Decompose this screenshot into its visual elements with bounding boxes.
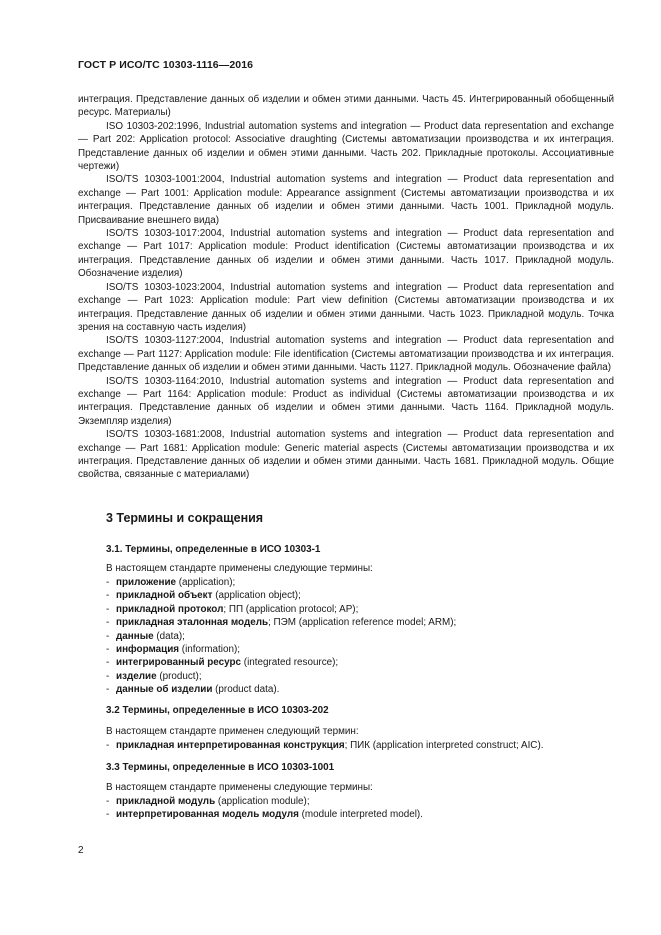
section-title: 3 Термины и сокращения (106, 511, 264, 525)
term-item: - изделие (product); (106, 670, 202, 682)
reference-entry: интеграция. Представление данных об изделии и обмен этими данными. Часть 45. Интегрированный обобщенный ресурс. Материалы) (78, 94, 614, 119)
subsection-intro: В настоящем стандарте применен следующий термин: (106, 726, 359, 737)
reference-entry: ISO/TS 10303-1164:2010, Industrial automation systems and integration — Product data representation and exchange — Part 1164: Application module: Product as individual (Системы автоматизации производства и их интеграция. Представление данных об изделии и обмен этими данными. Часть 1164. Прикладной модуль. Экземпляр изделия) (78, 375, 614, 427)
term-item: - прикладная эталонная модель; ПЭМ (application reference model; ARM); (106, 617, 457, 629)
normative-references (78, 93, 614, 482)
document-header: ГОСТ Р ИСО/ТС 10303-1116—2016 (78, 59, 254, 71)
subsection-title-3-1: 3.1. Термины, определенные в ИСО 10303-1 (106, 544, 321, 555)
term-item: - прикладная интерпретированная конструкция; ПИК (application interpreted construct; AIC). (106, 740, 544, 751)
term-list-3-1 (106, 576, 456, 697)
subsection-title-3-2: 3.2 Термины, определенные в ИСО 10303-202 (106, 705, 329, 716)
term-item: - приложение (application); (106, 577, 236, 588)
reference-entry: ISO/TS 10303-1681:2008, Industrial automation systems and integration — Product data representation and exchange — Part 1681: Application module: Generic material aspects (Системы автоматизации производства и их интеграция. Представление данных об изделии и обмен этими данными. Часть 1681. Прикладной модуль. Общие свойства, связанные с материалами) (78, 429, 614, 481)
term-item: - информация (information); (106, 644, 240, 656)
term-list-3-2 (106, 739, 543, 752)
reference-entry: ISO/TS 10303-1127:2004, Industrial automation systems and integration — Product data representation and exchange — Part 1127: Application module: File identification (Системы автоматизации производства и их интеграция. Представление данных об изделии и обмен этими данными. Часть 1127. Прикладной модуль. Обозначение файла) (78, 335, 614, 374)
term-item: - прикладной объект (application object); (106, 590, 301, 602)
subsection-intro: В настоящем стандарте применены следующие термины: (106, 782, 373, 793)
term-item: - прикладной модуль (application module); (106, 796, 310, 807)
term-item: - интегрированный ресурс (integrated resource); (106, 657, 339, 669)
reference-entry: ISO/TS 10303-1023:2004, Industrial automation systems and integration — Product data representation and exchange — Part 1023: Application module: Part view definition (Системы автоматизации производства и их интеграция. Представление данных об изделии и обмен этими данными. Часть 1023. Прикладной модуль. Точка зрения на составную часть изделия) (78, 281, 614, 333)
reference-entry: ISO/TS 10303-1001:2004, Industrial automation systems and integration — Product data representation and exchange — Part 1001: Application module: Appearance assignment (Системы автоматизации производства и их интеграция. Представление данных об изделии и обмен этими данными. Часть 1001. Прикладной модуль. Присваивание внешнего вида) (78, 174, 614, 226)
reference-entry: ISO/TS 10303-1017:2004, Industrial automation systems and integration — Product data representation and exchange — Part 1017: Application module: Product identification (Системы автоматизации производства и их интеграция. Представление данных об изделии и обмен этими данными. Часть 1017. Прикладной модуль. Обозначение изделия) (78, 228, 614, 280)
reference-entry: ISO 10303-202:1996, Industrial automation systems and integration — Product data representation and exchange — Part 202: Application protocol: Associative draughting (Системы автоматизации производства и их интеграция. Представление данных об изделии и обмен этими данными. Часть 202. Прикладные протоколы. Ассоциативные чертежи) (78, 120, 614, 173)
term-item: - данные об изделии (product data). (106, 684, 280, 696)
term-item: - данные (data); (106, 630, 185, 642)
subsection-title-3-3: 3.3 Термины, определенные в ИСО 10303-1001 (106, 762, 335, 773)
term-list-3-3 (106, 795, 423, 822)
term-item: - интерпретированная модель модуля (module interpreted model). (106, 809, 423, 821)
subsection-intro: В настоящем стандарте применены следующие термины: (106, 563, 373, 574)
term-item: - прикладной протокол; ПП (application protocol; AP); (106, 603, 359, 615)
page-number: 2 (78, 845, 84, 856)
